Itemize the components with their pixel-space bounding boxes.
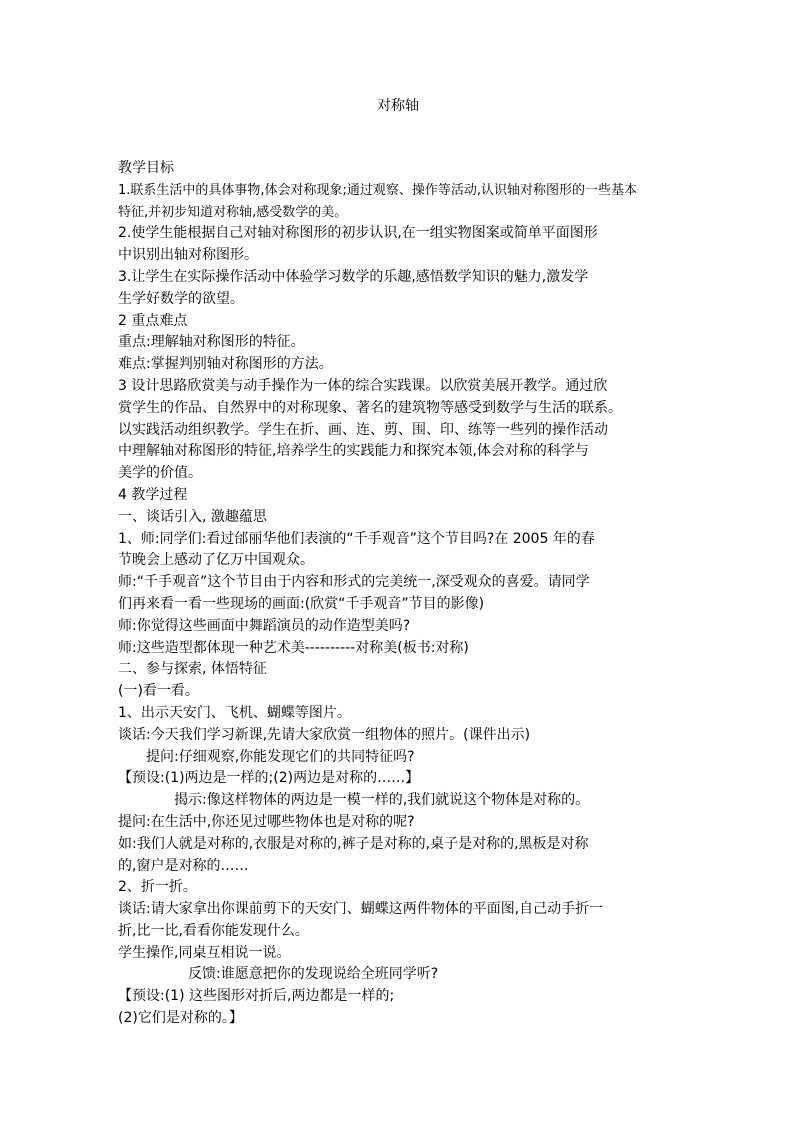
text-line: 2.使学生能根据自己对轴对称图形的初步认识,在一组实物图案或简单平面图形 <box>118 225 598 242</box>
text-line: 1、师:同学们:看过邰丽华他们表演的“千手观音”这个节目吗?在 2005 年的春 <box>118 530 595 547</box>
text-line: 师:这些造型都体现一种艺术美----------对称美(板书:对称) <box>118 639 469 656</box>
text-line: 1、出示天安门、飞机、蝴蝶等图片。 <box>118 704 351 721</box>
text-line: 中识别出轴对称图形。 <box>118 247 258 264</box>
text-line: 3 设计思路欣赏美与动手操作为一体的综合实践课。以欣赏美展开教学。通过欣 <box>118 377 608 394</box>
text-line: 学生操作,同桌互相说一说。 <box>118 944 291 961</box>
text-line: (2)它们是对称的。】 <box>118 1010 243 1027</box>
text-line: 赏学生的作品、自然界中的对称现象、著名的建筑物等感受到数学与生活的联系。 <box>118 399 622 416</box>
text-line: 师:“千手观音”这个节目由于内容和形式的完美统一,深受观众的喜爱。请同学 <box>118 574 590 591</box>
text-line: 1.联系生活中的具体事物,体会对称现象;通过观察、操作等活动,认识轴对称图形的一些基本 <box>118 182 638 198</box>
text-line: 的,窗户是对称的…… <box>118 857 249 874</box>
text-line: 【预设:(1) 这些图形对折后,两边都是一样的; <box>118 988 395 1005</box>
text-line: 3.让学生在实际操作活动中体验学习数学的乐趣,感悟数学知识的魅力,激发学 <box>118 268 589 285</box>
document-body <box>118 158 678 1030</box>
text-line: 中理解轴对称图形的特征,培养学生的实践能力和探究本领,体会对称的科学与 <box>118 443 589 460</box>
text-line: (一)看一看。 <box>118 683 199 700</box>
text-line: 们再来看一看一些现场的画面:(欣赏“千手观音”节目的影像) <box>118 595 485 612</box>
text-line: 2 重点难点 <box>118 312 188 329</box>
text-line: 提问:仔细观察,你能发现它们的共同特征吗? <box>146 748 415 765</box>
text-line: 难点:掌握判别轴对称图形的方法。 <box>118 356 333 373</box>
text-line: 生学好数学的欲望。 <box>118 290 244 307</box>
text-line: 4 教学过程 <box>118 486 188 503</box>
text-line: 二、参与探索, 体悟特征 <box>118 661 267 678</box>
text-line: 反馈:谁愿意把你的发现说给全班同学听? <box>188 966 439 983</box>
text-line: 2、折一折。 <box>118 879 197 896</box>
text-line: 谈话:今天我们学习新课,先请大家欣赏一组物体的照片。(课件出示) <box>118 726 531 743</box>
text-line: 揭示:像这样物体的两边是一模一样的,我们就说这个物体是对称的。 <box>174 792 590 809</box>
text-line: 重点:理解轴对称图形的特征。 <box>118 334 305 351</box>
text-line: 教学目标 <box>118 160 174 176</box>
text-line: 节晚会上感动了亿万中国观众。 <box>118 552 314 569</box>
document-title: 对称轴 <box>377 98 419 114</box>
text-line: 美学的价值。 <box>118 465 202 482</box>
text-line: 一、谈话引入, 激趣蕴思 <box>118 508 267 525</box>
text-line: 【预设:(1)两边是一样的;(2)两边是对称的……】 <box>118 770 420 787</box>
text-line: 师:你觉得这些画面中舞蹈演员的动作造型美吗? <box>118 617 411 634</box>
text-line: 提问:在生活中,你还见过哪些物体也是对称的呢? <box>118 813 415 830</box>
text-line: 特征,并初步知道对称轴,感受数学的美。 <box>118 204 348 220</box>
text-line: 谈话:请大家拿出你课前剪下的天安门、蝴蝶这两件物体的平面图,自己动手折一 <box>118 901 604 918</box>
text-line: 折,比一比,看看你能发现什么。 <box>118 922 309 939</box>
text-line: 以实践活动组织教学。学生在折、画、连、剪、围、印、练等一些列的操作活动 <box>118 421 608 438</box>
text-line: 如:我们人就是对称的,衣服是对称的,裤子是对称的,桌子是对称的,黑板是对称 <box>118 835 589 852</box>
